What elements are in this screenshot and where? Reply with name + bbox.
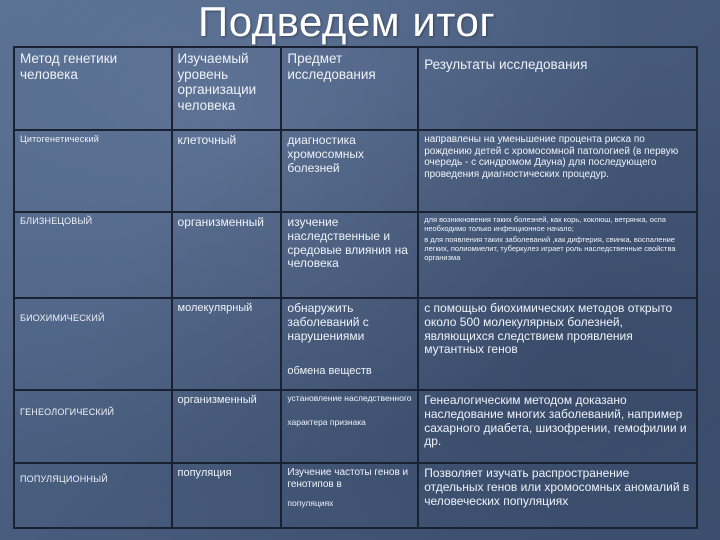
table-row <box>14 130 697 212</box>
cell-subject-text: Изучение частоты генов и генотипов в <box>287 467 409 490</box>
cell-subject-extra: характера признака <box>287 416 366 427</box>
cell-subject-extra: популяциях <box>287 498 334 508</box>
header-level: Изучаемый уровень организации человека <box>172 47 282 130</box>
cell-level: популяция <box>172 463 282 528</box>
cell-level: организменный <box>172 212 282 298</box>
cell-subject-text: обнаружить заболеваний с нарушениями <box>287 301 369 343</box>
cell-method: Цитогенетический <box>14 130 172 212</box>
cell-subject <box>281 390 418 463</box>
cell-subject <box>281 298 418 390</box>
cell-subject-text: установление наследственного <box>287 393 412 403</box>
cell-level: клеточный <box>172 130 282 212</box>
cell-subject-extra: обмена веществ <box>287 365 372 378</box>
page-title: Подведем итог <box>198 0 496 45</box>
cell-level: организменный <box>172 390 282 463</box>
table-row <box>14 463 697 528</box>
header-results: Результаты исследования <box>418 47 697 130</box>
header-row <box>14 47 697 130</box>
cell-result-extra: в для появления таких заболеваний ,как дифтерия, свинка, воспаление легких, полиомиелит, туберкулез играет роль наследственные свойства организма <box>424 235 676 262</box>
cell-result: с помощью биохимических методов открыто около 500 молекулярных болезней, являющихся следствием проявления мутантных генов <box>418 298 697 390</box>
header-subject: Предмет исследования <box>281 47 418 130</box>
table-row <box>14 298 697 390</box>
table-row <box>14 390 697 463</box>
cell-result: Позволяет изучать распространение отдельных генов или хромосомных аномалий в человеческих популяциях <box>418 463 697 528</box>
cell-level: молекулярный <box>172 298 282 390</box>
header-method: Метод генетики человека <box>14 47 172 130</box>
cell-method: ПОПУЛЯЦИОННЫЙ <box>14 463 172 528</box>
cell-subject: изучение наследственные и средовые влияния на человека <box>281 212 418 298</box>
cell-subject <box>281 463 418 528</box>
cell-result: Генеалогическим методом доказано наследование многих заболеваний, например сахарного диабета, шизофрении, гемофилии и др. <box>418 390 697 463</box>
table-row <box>14 212 697 298</box>
cell-subject: диагностика хромосомных болезней <box>281 130 418 212</box>
cell-result-text: для возникновения таких болезней, как корь, коклюш, ветрянка, оспа необходимо только инфекционное начало; <box>424 215 666 233</box>
cell-method: БИОХИМИЧЕСКИЙ <box>14 298 172 390</box>
summary-table <box>13 46 698 529</box>
cell-result <box>418 212 697 298</box>
cell-result: направлены на уменьшение процента риска по рождению детей с хромосомной патологией (в первую очередь - с синдромом Дауна) для последующего проведения диагностических процедур. <box>418 130 697 212</box>
cell-method: БЛИЗНЕЦОВЫЙ <box>14 212 172 298</box>
cell-method: ГЕНЕОЛОГИЧЕСКИЙ <box>14 390 172 463</box>
